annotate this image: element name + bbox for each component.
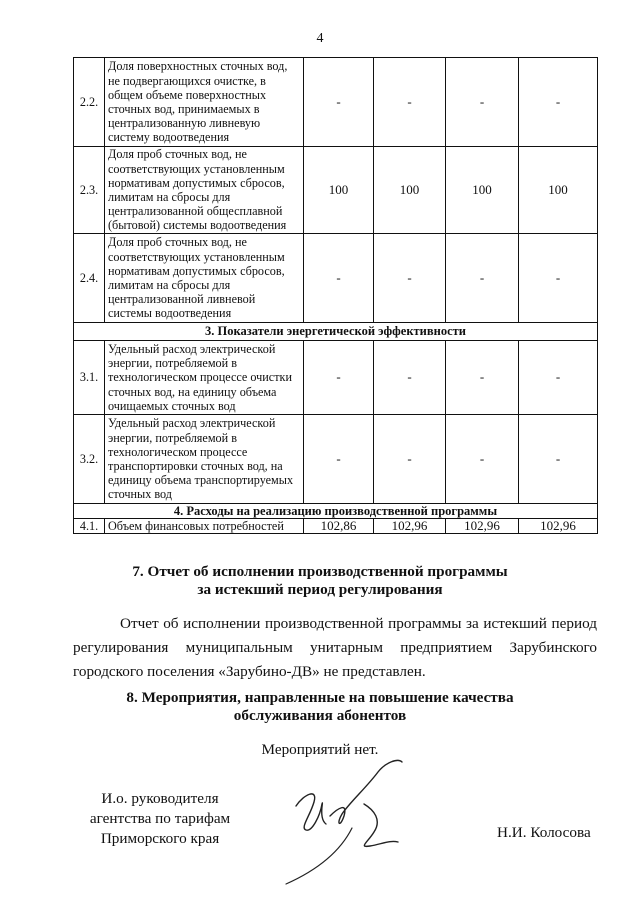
row-description: Доля проб сточных вод, не соответствующих установленным нормативам допустимых сбросов, лимитам на сбросы для централизованной общесплавной (бытовой) системы водоотведения	[105, 147, 304, 234]
signatory-name: Н.И. Колосова	[497, 824, 591, 841]
no-measures-text: Мероприятий нет.	[261, 741, 379, 758]
paragraph-line: городского поселения «Зарубино-ДВ» не представлен.	[73, 663, 426, 680]
table-row	[74, 58, 598, 147]
row-value: -	[304, 415, 374, 504]
row-value: -	[519, 234, 598, 323]
section7-paragraph	[73, 612, 597, 684]
row-value: 100	[374, 147, 446, 234]
row-value: 100	[519, 147, 598, 234]
heading-line: обслуживания абонентов	[233, 707, 407, 724]
handwritten-signature	[278, 758, 418, 888]
row-description: Удельный расход электрической энергии, потребляемой в технологическом процессе транспортировки сточных вод, на единицу объема транспортируемых сточных вод	[105, 415, 304, 504]
row-number: 2.4.	[74, 234, 105, 323]
row-value: -	[374, 341, 446, 415]
row-number: 4.1.	[74, 519, 105, 534]
row-value: -	[519, 58, 598, 147]
row-number: 2.2.	[74, 58, 105, 147]
row-value: -	[446, 234, 519, 323]
row-number: 3.2.	[74, 415, 105, 504]
row-description: Доля проб сточных вод, не соответствующих установленным нормативам допустимых сбросов, лимитам на сбросы для централизованной ливневой системы водоотведения	[105, 234, 304, 323]
heading-line: 8. Мероприятия, направленные на повышение качества	[126, 689, 514, 706]
paragraph-line: регулирования муниципальным унитарным предприятием Зарубинского	[73, 639, 597, 656]
table-row	[74, 234, 598, 323]
row-value: -	[446, 415, 519, 504]
row-value: -	[374, 415, 446, 504]
section7-heading	[0, 563, 640, 599]
row-value: -	[519, 415, 598, 504]
row-value: -	[374, 234, 446, 323]
row-value: 102,86	[304, 519, 374, 534]
section-title: 3. Показатели энергетической эффективности	[74, 323, 598, 341]
row-value: -	[446, 341, 519, 415]
row-value: -	[519, 341, 598, 415]
position-line: Приморского края	[100, 830, 220, 847]
signatory-position	[60, 789, 260, 849]
row-description: Удельный расход электрической энергии, потребляемой в технологическом процессе очистки сточных вод, на единицу объема очищаемых сточных вод	[105, 341, 304, 415]
indicators-table	[73, 57, 598, 534]
paragraph-line: Отчет об исполнении производственной программы за истекший период	[120, 615, 597, 632]
row-value: 100	[304, 147, 374, 234]
row-value: -	[304, 58, 374, 147]
row-value: 102,96	[519, 519, 598, 534]
position-line: агентства по тарифам	[89, 810, 231, 827]
position-line: И.о. руководителя	[101, 790, 219, 807]
table-row	[74, 519, 598, 534]
section-row	[74, 323, 598, 341]
table-row	[74, 341, 598, 415]
row-value: -	[374, 58, 446, 147]
row-value: 102,96	[446, 519, 519, 534]
section-title: 4. Расходы на реализацию производственной программы	[74, 504, 598, 519]
section-row	[74, 504, 598, 519]
table-row	[74, 147, 598, 234]
row-description: Объем финансовых потребностей	[105, 519, 304, 534]
row-value: -	[304, 234, 374, 323]
row-value: -	[304, 341, 374, 415]
table-row	[74, 415, 598, 504]
page-number: 4	[316, 31, 324, 46]
heading-line: за истекший период регулирования	[197, 581, 443, 598]
row-description: Доля поверхностных сточных вод, не подвергающихся очистке, в общем объеме поверхностных сточных вод, принимаемых в централизованную ливневую систему водоотведения	[105, 58, 304, 147]
row-value: 102,96	[374, 519, 446, 534]
section8-heading	[0, 689, 640, 725]
heading-line: 7. Отчет об исполнении производственной программы	[132, 563, 508, 580]
row-number: 3.1.	[74, 341, 105, 415]
row-number: 2.3.	[74, 147, 105, 234]
row-value: 100	[446, 147, 519, 234]
row-value: -	[446, 58, 519, 147]
